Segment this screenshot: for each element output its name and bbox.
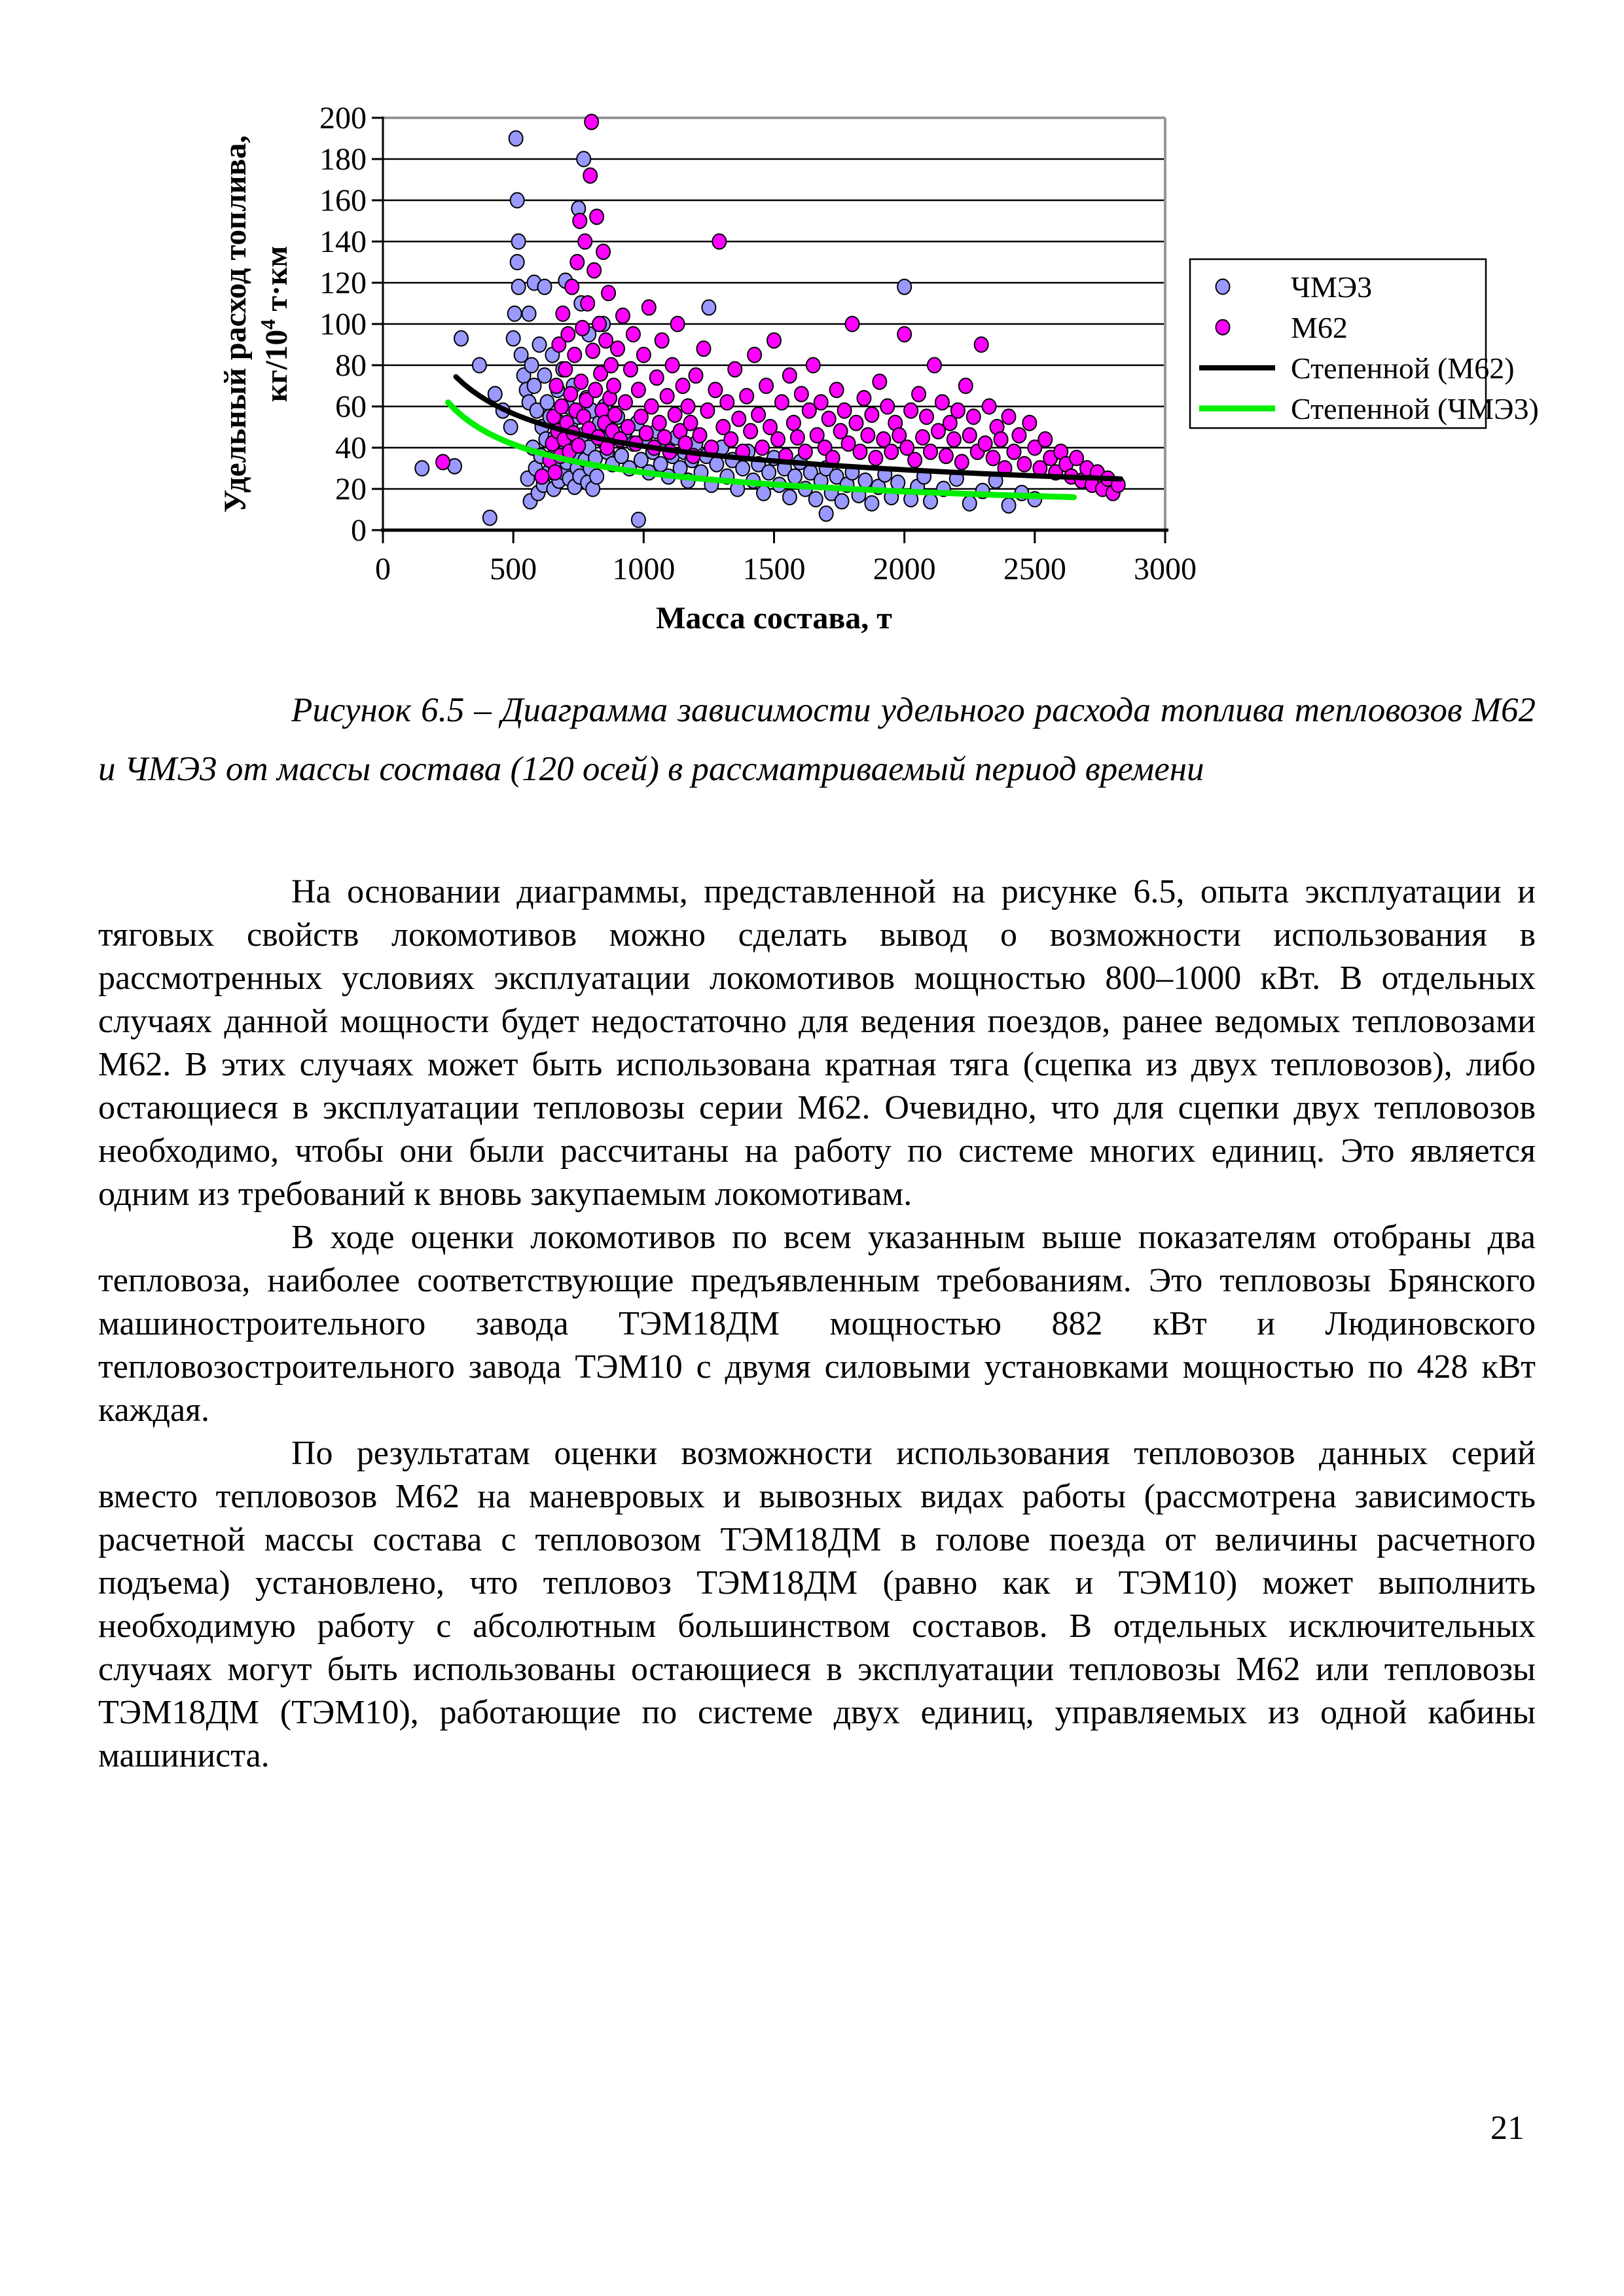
y-tick-label: 0 xyxy=(351,513,367,548)
data-point xyxy=(710,457,723,472)
figure-caption: Рисунок 6.5 – Диаграмма зависимости удельного расхода топлива тепловозов М62 и ЧМЭ3 от массы состава (120 осей) в рассматриваемый период времени xyxy=(98,691,1536,788)
data-point xyxy=(655,333,669,348)
data-point xyxy=(671,317,685,332)
data-point xyxy=(740,389,753,404)
data-point xyxy=(757,486,770,501)
data-point xyxy=(512,279,526,295)
series-ЧМЭ3 xyxy=(415,131,1041,528)
data-point xyxy=(783,490,797,505)
data-point xyxy=(619,395,632,410)
y-tick-label: 60 xyxy=(335,389,367,424)
data-point xyxy=(891,475,905,490)
data-point xyxy=(565,279,579,295)
paragraph-1: На основании диаграммы, представленной на рисунке 6.5, опыта эксплуатации и тяговых свойств локомотивов можно сделать вывод о возможности использования в рассмотренных условиях эксплуатации локомотивов мощностью 800–1000 кВт. В отдельных случаях данной мощности будет недостаточно для ведения поездов, ранее ведомых тепловозами М62. В этих случаях может быть использована кратная тяга (сцепка из двух тепловозов), либо остающиеся в эксплуатации тепловозы серии М62. Очевидно, что для сцепки двух тепловозов необходимо, чтобы они были рассчитаны на работу по системе многих единиц. Это является одним из требований к вновь закупаемым локомотивам. xyxy=(98,873,1536,1213)
data-point xyxy=(967,409,981,424)
x-tick-label: 0 xyxy=(375,552,391,586)
data-point xyxy=(637,348,651,363)
data-point xyxy=(928,358,941,373)
data-point xyxy=(1002,409,1016,424)
data-point xyxy=(611,341,624,356)
data-point xyxy=(869,450,882,465)
data-point xyxy=(616,308,630,323)
data-point xyxy=(681,399,695,414)
data-point xyxy=(744,423,757,439)
data-point xyxy=(650,370,664,385)
x-axis-title: Масса состава, т xyxy=(656,601,892,636)
data-point xyxy=(947,432,961,447)
data-point xyxy=(858,473,872,488)
data-point xyxy=(830,382,844,397)
data-point xyxy=(865,407,878,422)
data-point xyxy=(668,407,682,422)
data-point xyxy=(951,403,965,418)
data-point xyxy=(511,193,524,208)
data-point xyxy=(537,279,551,295)
data-point xyxy=(924,444,937,459)
data-point xyxy=(791,430,804,445)
data-point xyxy=(849,416,863,431)
data-point xyxy=(592,317,606,332)
data-point xyxy=(963,496,977,511)
data-point xyxy=(483,511,497,526)
data-point xyxy=(596,244,610,259)
data-point xyxy=(684,416,698,431)
data-point xyxy=(574,374,588,389)
data-point xyxy=(986,450,1000,465)
data-point xyxy=(535,469,549,484)
y-tick-label: 160 xyxy=(319,183,367,218)
data-point xyxy=(590,469,604,484)
x-tick-label: 1500 xyxy=(742,552,806,586)
data-point xyxy=(820,506,833,521)
data-point xyxy=(975,337,988,352)
data-point xyxy=(415,461,429,476)
figure-chart xyxy=(0,39,1624,694)
data-point xyxy=(884,444,898,459)
data-point xyxy=(935,395,949,410)
data-point xyxy=(509,131,523,146)
legend xyxy=(1190,259,1539,428)
y-tick-label: 120 xyxy=(319,266,367,300)
data-point xyxy=(558,362,572,377)
data-point xyxy=(838,403,852,418)
data-point xyxy=(1038,432,1052,447)
data-point xyxy=(581,296,594,311)
data-point xyxy=(775,395,789,410)
data-point xyxy=(585,115,598,130)
legend-label: М62 xyxy=(1291,311,1348,344)
data-point xyxy=(537,368,551,383)
data-point xyxy=(700,403,714,418)
y-tick-label: 100 xyxy=(319,307,367,342)
data-point xyxy=(916,430,929,445)
data-point xyxy=(908,452,922,467)
data-point xyxy=(720,395,734,410)
data-point xyxy=(712,234,726,249)
legend-label: Степенной (ЧМЭ3) xyxy=(1291,392,1539,425)
x-tick-label: 500 xyxy=(490,552,537,586)
data-point xyxy=(787,416,801,431)
y-tick-label: 140 xyxy=(319,224,367,259)
data-point xyxy=(511,255,524,270)
data-point xyxy=(783,368,797,383)
data-point xyxy=(573,213,586,228)
data-point xyxy=(561,327,575,342)
data-point xyxy=(736,461,749,476)
data-point xyxy=(857,391,871,406)
legend-marker xyxy=(1216,279,1230,295)
data-point xyxy=(795,387,808,402)
data-point xyxy=(583,168,597,183)
data-point xyxy=(653,416,666,431)
data-point xyxy=(865,496,878,511)
data-point xyxy=(897,279,911,295)
data-point xyxy=(507,331,520,346)
data-point xyxy=(571,438,585,453)
y-tick-label: 200 xyxy=(319,101,367,135)
data-point xyxy=(853,444,867,459)
x-tick-label: 1000 xyxy=(612,552,676,586)
data-point xyxy=(724,432,738,447)
legend-marker xyxy=(1216,320,1230,335)
data-point xyxy=(1007,444,1020,459)
data-point xyxy=(751,407,765,422)
data-point xyxy=(586,343,600,358)
data-point xyxy=(904,403,918,418)
data-point xyxy=(454,331,468,346)
data-point xyxy=(728,362,742,377)
data-point xyxy=(540,395,554,410)
data-point xyxy=(436,455,450,470)
data-point xyxy=(814,395,828,410)
data-point xyxy=(1002,498,1016,513)
data-point xyxy=(640,425,653,440)
x-tick-label: 3000 xyxy=(1134,552,1197,586)
data-point xyxy=(755,440,769,456)
data-point xyxy=(1017,457,1031,472)
y-tick-label: 80 xyxy=(335,348,367,383)
data-point xyxy=(983,399,996,414)
data-point xyxy=(788,469,802,484)
legend-label: ЧМЭ3 xyxy=(1291,270,1373,304)
data-point xyxy=(959,378,973,393)
data-point xyxy=(548,465,562,480)
data-point xyxy=(602,285,615,300)
data-point xyxy=(658,430,672,445)
data-point xyxy=(676,378,690,393)
data-point xyxy=(1022,416,1036,431)
y-axis-title xyxy=(218,135,294,513)
data-point xyxy=(702,300,715,315)
data-point xyxy=(533,337,547,352)
data-point xyxy=(549,378,563,393)
data-point xyxy=(624,362,638,377)
data-point xyxy=(604,358,618,373)
data-point xyxy=(979,436,992,451)
page-number: 21 xyxy=(1490,2109,1525,2147)
data-point xyxy=(570,255,584,270)
data-point xyxy=(660,389,674,404)
data-point xyxy=(642,300,656,315)
data-point xyxy=(809,492,823,507)
data-point xyxy=(732,411,746,426)
data-point xyxy=(846,317,859,332)
data-point xyxy=(994,432,1008,447)
data-point xyxy=(861,428,875,443)
data-point xyxy=(645,399,659,414)
data-point xyxy=(912,387,926,402)
data-point xyxy=(588,382,602,397)
data-point xyxy=(473,358,486,373)
data-point xyxy=(1012,428,1026,443)
data-point xyxy=(924,493,937,509)
y-tick-label: 180 xyxy=(319,142,367,177)
data-point xyxy=(556,306,569,321)
y-axis-title-line2: $кг/10^4$ т·км xyxy=(256,245,294,403)
data-point xyxy=(799,444,812,459)
data-point xyxy=(880,399,894,414)
data-point xyxy=(806,358,820,373)
data-point xyxy=(632,382,645,397)
data-point xyxy=(939,448,953,463)
data-point xyxy=(621,420,635,435)
data-point xyxy=(508,306,522,321)
data-point xyxy=(771,432,785,447)
paragraph-2: В ходе оценки локомотивов по всем указанным выше показателям отобраны два тепловоза, наиболее соответствующие предъявленным требованиям. Это тепловозы Брянского машиностроительного завода ТЭМ18ДМ мощностью 882 кВт и Людиновского тепловозостроительного завода ТЭМ10 с двумя силовыми установками мощностью по 428 кВт каждая. xyxy=(98,1219,1536,1429)
data-point xyxy=(762,465,776,480)
x-tick-label: 2500 xyxy=(1003,552,1066,586)
data-point xyxy=(590,209,604,224)
data-point xyxy=(693,428,706,443)
y-axis-title-line1: Удельный расход топлива, xyxy=(218,135,253,513)
data-point xyxy=(748,348,761,363)
data-point xyxy=(632,512,645,528)
data-point xyxy=(963,428,977,443)
scatter-chart-svg xyxy=(0,39,1624,694)
data-point xyxy=(608,407,622,422)
legend-label: Степенной (М62) xyxy=(1291,351,1515,385)
x-tick-label: 2000 xyxy=(873,552,936,586)
data-point xyxy=(822,411,836,426)
data-point xyxy=(554,399,568,414)
data-point xyxy=(689,368,703,383)
data-point xyxy=(587,263,601,278)
data-point xyxy=(897,327,911,342)
data-point xyxy=(920,409,933,424)
data-point xyxy=(626,327,640,342)
data-point xyxy=(607,378,621,393)
data-point xyxy=(696,341,710,356)
data-point xyxy=(767,333,781,348)
data-point xyxy=(577,152,590,167)
body-text xyxy=(98,870,1536,1778)
data-point xyxy=(578,234,592,249)
y-tick-label: 40 xyxy=(335,431,367,465)
data-point xyxy=(835,493,849,509)
data-point xyxy=(759,378,773,393)
data-point xyxy=(512,234,526,249)
data-point xyxy=(564,387,577,402)
paragraph-3: По результатам оценки возможности использования тепловозов данных серий вместо тепловозов М62 на маневровых и вывозных видах работы (рассмотрена зависимость расчетной массы состава с тепловозом ТЭМ18ДМ в голове поезда от величины расчетного подъема) установлено, что тепловоз ТЭМ18ДМ (равно как и ТЭМ10) может выполнить необходимую работу с абсолютным большинством составов. В отдельных исключительных случаях могут быть использованы остающиеся в эксплуатации тепловозы М62 или тепловозы ТЭМ18ДМ (ТЭМ10), работающие по системе двух единиц, управляемых из одной кабины машиниста. xyxy=(98,1435,1536,1774)
data-point xyxy=(522,306,536,321)
data-point xyxy=(504,420,518,435)
data-point xyxy=(525,358,539,373)
data-point xyxy=(708,382,722,397)
data-point xyxy=(575,321,589,336)
data-point xyxy=(568,348,581,363)
data-point xyxy=(873,374,886,389)
data-point xyxy=(955,455,969,470)
y-tick-label: 20 xyxy=(335,472,367,507)
data-point xyxy=(666,358,679,373)
